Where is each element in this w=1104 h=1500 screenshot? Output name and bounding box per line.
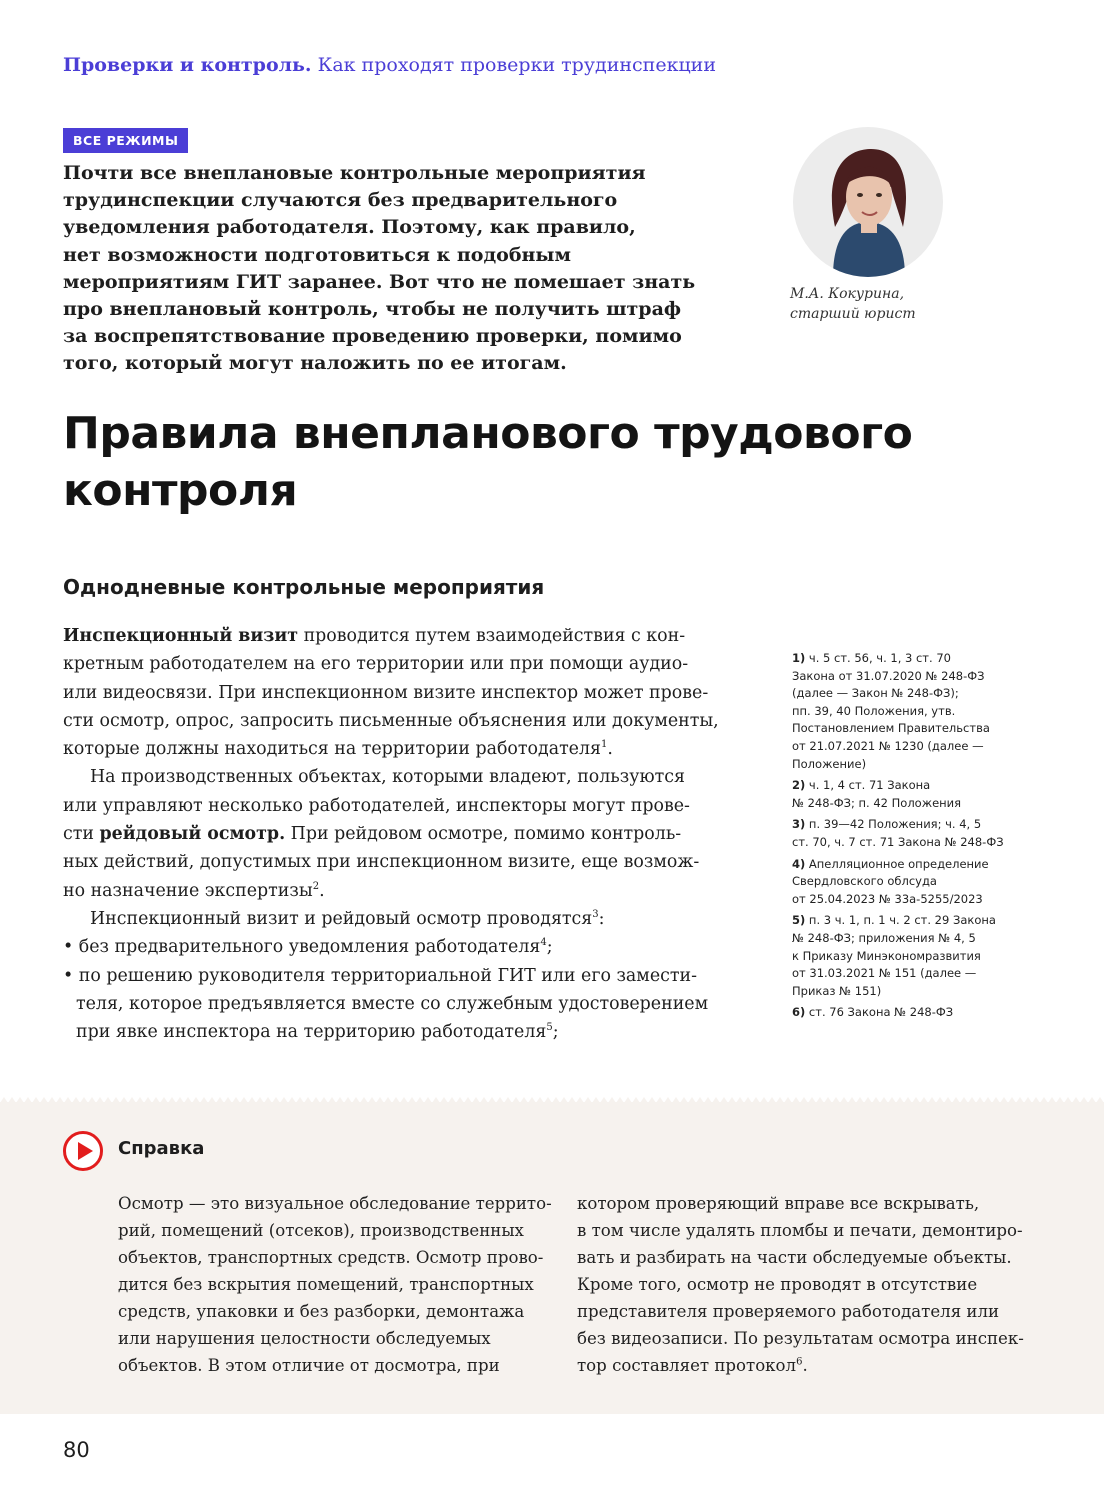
lead-line: мероприятиям ГИТ заранее. Вот что не помешает знать <box>63 270 696 293</box>
header-topic: Как проходят проверки трудинспекции <box>317 54 717 76</box>
term-inspection-visit: Инспекционный визит <box>63 626 299 646</box>
title-line: контроля <box>63 465 298 516</box>
footnote: 1) ч. 5 ст. 56, ч. 1, 3 ст. 70 Закона от 31.07.2020 № 248-ФЗ (далее — Закон № 248-ФЗ); пп. 39, 40 Положения, утв. Постановлением Правительства от 21.07.2021 № 1230 (далее — Положение) <box>792 651 990 771</box>
body-line: теля, которое предъявляется вместе со служебным удостоверением <box>76 993 709 1014</box>
author-name: М.А. Кокурина, <box>790 286 905 302</box>
lead-line: того, который могут наложить по ее итогам. <box>63 352 567 375</box>
reference-column-right: котором проверяющий вправе все вскрывать, в том числе удалять пломбы и печати, демонтиро- вать и разбирать на части обследуемые объекты. Кроме того, осмотр не проводят в отсутствие представителя проверяемого работодателя или без видеозаписи. По результатам осмотра инспек- тор составляет протокол$^6$. <box>577 1194 1024 1375</box>
body-line: но назначение экспертизы$^2$. <box>63 880 325 901</box>
body-line: Инспекционный визит проводится путем взаимодействия с кон- <box>63 626 686 646</box>
footnote: 4) Апелляционное определение Свердловского облсуда от 25.04.2023 № 33а-5255/2023 <box>792 856 989 906</box>
regime-badge: ВСЕ РЕЖИМЫ <box>63 128 188 153</box>
body-line: или видеосвязи. При инспекционном визите инспектор может прове- <box>63 682 709 703</box>
lead-line: Почти все внеплановые контрольные мероприятия <box>63 162 646 184</box>
body-line: ных действий, допустимых при инспекционном визите, еще возмож- <box>63 852 700 873</box>
running-header <box>63 54 716 76</box>
body-line: На производственных объектах, которыми владеют, пользуются <box>90 767 685 788</box>
footnote-ref[interactable]: 1 <box>601 739 608 751</box>
footnote-ref[interactable]: 6 <box>796 1356 803 1368</box>
reference-box <box>0 1102 1104 1414</box>
header-section: Проверки и контроль. <box>63 54 312 76</box>
lead-line: про внеплановый контроль, чтобы не получить штраф <box>63 298 682 321</box>
author-role: старший юрист <box>790 306 916 322</box>
article-title <box>63 405 912 519</box>
body-line: или управляют несколько работодателей, инспекторы могут прове- <box>63 795 690 816</box>
footnote-ref[interactable]: 5 <box>546 1022 553 1034</box>
title-line: Правила внепланового трудового <box>63 408 913 459</box>
footnote-ref[interactable]: 2 <box>312 880 320 892</box>
bullet-item: • без предварительного уведомления работодателя$^4$; <box>63 937 553 958</box>
page-number: 80 <box>63 1438 90 1462</box>
lead-line: нет возможности подготовиться к подобным <box>63 243 571 266</box>
footnote: 6) ст. 76 Закона № 248-ФЗ <box>792 1005 954 1020</box>
footnote-ref[interactable]: 3 <box>592 909 599 921</box>
body-line: при явке инспектора на территорию работодателя$^5$; <box>76 1022 559 1043</box>
footnote: 5) п. 3 ч. 1, п. 1 ч. 2 ст. 29 Закона № 248-ФЗ; приложения № 4, 5 к Приказу Минэкономразвития от 31.03.2021 № 151 (далее — Приказ № 151) <box>792 913 996 998</box>
body-line: сти осмотр, опрос, запросить письменные объяснения или документы, <box>63 710 719 731</box>
body-line: Инспекционный визит и рейдовый осмотр проводятся$^3$: <box>90 908 605 929</box>
footnote: 3) п. 39—42 Положения; ч. 4, 5 ст. 70, ч. 7 ст. 71 Закона № 248-ФЗ <box>792 817 1004 849</box>
lead-line: уведомления работодателя. Поэтому, как правило, <box>63 216 636 239</box>
lead-line: трудинспекции случаются без предварительного <box>63 189 618 212</box>
article-body <box>63 622 753 1046</box>
reference-column-left: Осмотр — это визуальное обследование террито- рий, помещений (отсеков), производственных объектов, транспортных средств. Осмотр прово- дится без вскрытия помещений, транспортных средств, упаковки и без разборки, демонтажа или нарушения целостности обследуемых объектов. В этом отличие от досмотра, при <box>118 1194 552 1375</box>
body-line: которые должны находиться на территории работодателя$^1$. <box>63 739 613 760</box>
bullet-item: • по решению руководителя территориальной ГИТ или его замести- <box>63 965 697 986</box>
section-subtitle: Однодневные контрольные мероприятия <box>63 575 545 599</box>
footnotes-sidebar <box>792 650 1022 1026</box>
lead-line: за воспрепятствование проведению проверки, помимо <box>63 325 682 348</box>
body-line: сти рейдовый осмотр. При рейдовом осмотре, помимо контроль- <box>63 824 682 845</box>
body-line: кретным работодателем на его территории или при помощи аудио- <box>63 654 689 675</box>
author-caption <box>790 284 916 324</box>
footnote-ref[interactable]: 4 <box>540 937 547 949</box>
term-raid-inspection: рейдовый осмотр. <box>99 824 286 845</box>
footnote: 2) ч. 1, 4 ст. 71 Закона № 248-ФЗ; п. 42 Положения <box>792 778 962 810</box>
author-portrait <box>793 127 943 277</box>
lead-paragraph <box>63 160 733 378</box>
reference-title: Справка <box>118 1138 205 1159</box>
zigzag-border <box>0 1097 1104 1103</box>
play-icon <box>62 1130 104 1172</box>
